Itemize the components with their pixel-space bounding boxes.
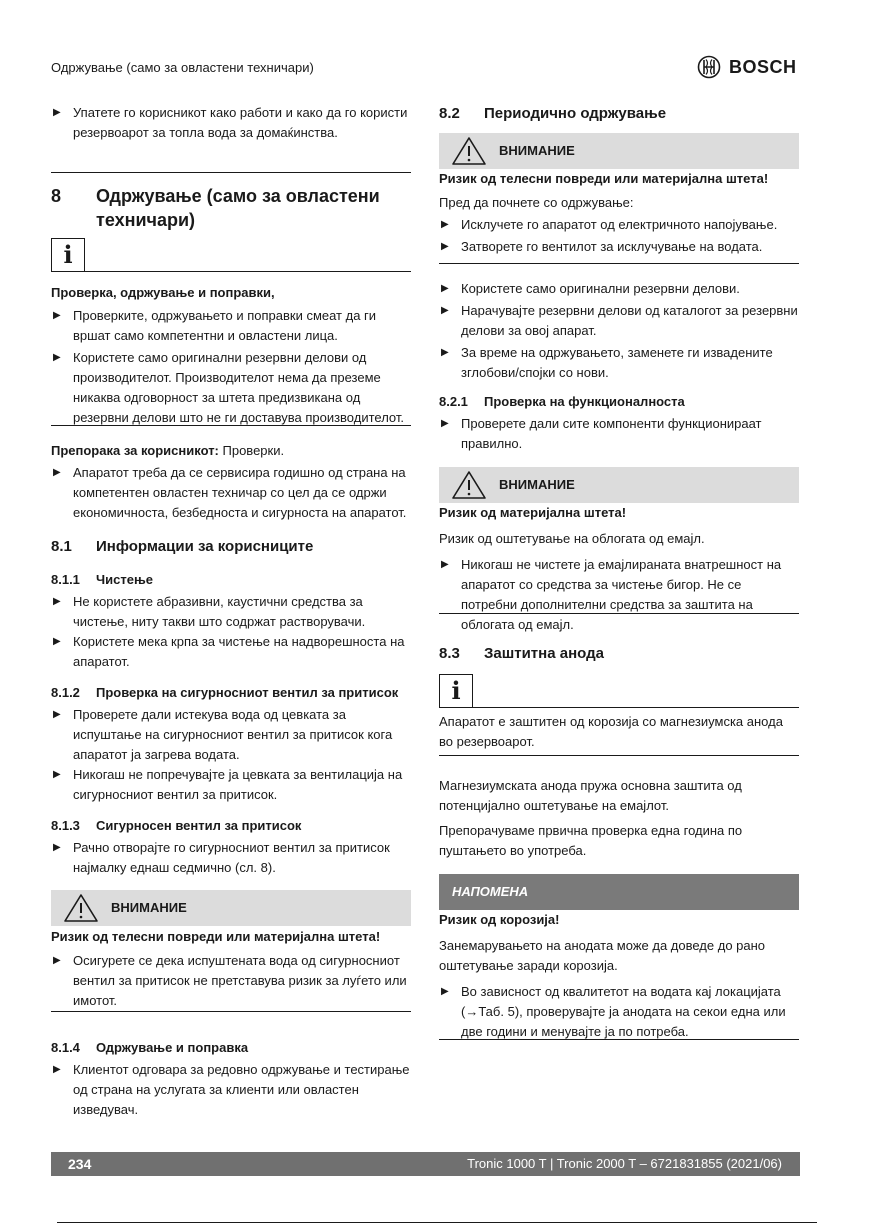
list-item: ▶ Користете само оригинални резервни делови од производителот. Производителот нема да преземе никаква одговорност за штета предизвикана од резервни делови што не ги доставува производителот.: [51, 348, 411, 428]
warning-box-2: [439, 467, 799, 635]
section-title: Одржување (само за овластени техничари): [96, 186, 380, 230]
info-text: Апаратот е заштитен од корозија со магнезиумска анода во резервоарот.: [439, 714, 783, 749]
bosch-logo: [697, 55, 797, 79]
list-item: ▶ Користете само оригинални резервни делови.: [439, 279, 799, 299]
section-8-heading: [51, 184, 411, 232]
warning-triangle-icon: [451, 470, 487, 500]
bottom-rule: [57, 1222, 817, 1223]
info-2-content: [439, 712, 799, 752]
section-8-1-1: 8.1.1 Чистење ▶ Не користете абразивни, каустични средства за чистење, ниту такви што содржат растворувачи. ▶ Користете мека крпа за чистење на надворешноста на апаратот.: [51, 570, 411, 672]
warning-box-left: [51, 890, 411, 1011]
warning-label: ВНИМАНИЕ: [499, 143, 575, 158]
info-heading: Проверка, одржување и поправки,: [51, 285, 275, 300]
list-item: ▶ Проверете дали сите компоненти функционираат правилно.: [439, 414, 799, 454]
warning-box-1: [439, 133, 799, 257]
divider: [439, 613, 799, 614]
list-item: ▶ Клиентот одговара за редовно одржување и тестирање од страна на услугата за клиенти или овластен изведувач.: [51, 1060, 411, 1120]
divider: [51, 1011, 411, 1012]
list-item: ▶ За време на одржувањето, заменете ги извадените зглобови/спојки со нови.: [439, 343, 799, 383]
list-item: ▶ Исклучете го апаратот од електричното напојување.: [439, 215, 799, 235]
recommendation: [51, 441, 411, 523]
section-8-1-4: 8.1.4 Одржување и поправка ▶ Клиентот одговара за редовно одржување и тестирање од страна на услугата за клиенти или овластен изведувач.: [51, 1038, 411, 1120]
anode-paragraph-2: Препорачуваме првична проверка една година по пуштањето во употреба.: [439, 823, 743, 858]
section-8-3-heading: 8.3 Заштитна анода: [439, 645, 604, 662]
info-1-content: [51, 283, 411, 428]
info-box-1: [51, 238, 411, 272]
list-item: ▶ Користете мека крпа за чистење на надворешноста на апаратот.: [51, 632, 411, 672]
list-item: ▶ Не користете абразивни, каустични средства за чистење, ниту такви што содржат растворувачи.: [51, 592, 411, 632]
note-heading: Ризик од корозија!: [439, 912, 560, 927]
info-box-2: [439, 674, 799, 708]
list-item: ▶ Во зависност од квалитетот на водата кај локацијата (→Таб. 5), проверувајте ја анодата на секои една или две години и менувајте ја по потреба.: [439, 982, 799, 1042]
note-label: НАПОМЕНА: [439, 874, 799, 910]
bosch-armature-icon: [697, 55, 721, 79]
list-item: ▶ Никогаш не чистете ја емајлираната внатрешност на апаратот со средства за чистење бигор. Не се потребни дополнителни средства за заштита на облогата од емајл.: [439, 555, 799, 635]
list-item: ▶ Апаратот треба да се сервисира годишно од страна на компетентен овластен техничар со цел да се одржи економичноста, безбедноста и сигурноста на апаратот.: [51, 463, 411, 523]
divider: [51, 425, 411, 426]
divider: [51, 172, 411, 173]
brand-name: BOSCH: [729, 57, 797, 77]
maintenance-bullets: [439, 279, 799, 383]
divider: [439, 263, 799, 264]
warning-intro: Ризик од оштетување на облогата од емајл.: [439, 531, 705, 546]
intro-bullet: ▶ Упатете го корисникот како работи и како да го користи резервоарот за топла вода за домаќинства.: [51, 103, 411, 143]
section-8-1-2: 8.1.2 Проверка на сигурносниот вентил за притисок ▶ Проверете дали истекува вода од цевката за испуштање на сигурносниот вентил за притисок кога апаратот ја загрева водата. ▶ Никогаш не попречувајте ја цевката за вентилација на сигурносниот вентил за притисок.: [51, 683, 411, 805]
recommend-label: Препорака за корисникот:: [51, 443, 219, 458]
info-icon: i: [51, 238, 85, 272]
warning-triangle-icon: [451, 136, 487, 166]
list-item: ▶ Рачно отворајте го сигурносниот вентил за притисок најмалку еднаш седмично (сл. 8).: [51, 838, 411, 878]
section-8-1-heading: 8.1 Информации за корисниците: [51, 538, 314, 555]
list-item: ▶ Проверете дали истекува вода од цевката за испуштање на сигурносниот вентил за притисок кога апаратот ја загрева водата.: [51, 705, 411, 765]
info-icon: i: [439, 674, 473, 708]
divider: [439, 755, 799, 756]
running-header: Одржување (само за овластени техничари): [51, 60, 314, 75]
recommend-text: Проверки.: [218, 443, 285, 458]
warning-heading: Ризик од телесни повреди или материјална штета!: [51, 929, 381, 944]
footer-bar: [51, 1152, 800, 1176]
list-item: ▶ Никогаш не попречувајте ја цевката за вентилација на сигурносниот вентил за притисок.: [51, 765, 411, 805]
warning-triangle-icon: [63, 893, 99, 923]
warning-heading: Ризик од материјална штета!: [439, 505, 627, 520]
anode-paragraph-1: Магнезиумската анода пружа основна заштита од потенцијално оштетување на емајлот.: [439, 778, 742, 813]
section-8-2-heading: 8.2 Периодично одржување: [439, 105, 667, 122]
section-8-1-3: 8.1.3 Сигурносен вентил за притисок ▶ Рачно отворајте го сигурносниот вентил за притисок најмалку еднаш седмично (сл. 8).: [51, 816, 411, 878]
list-item: ▶ Затворете го вентилот за исклучување на водата.: [439, 237, 799, 257]
divider: [439, 1039, 799, 1040]
document-id: Tronic 1000 T | Tronic 2000 T – 6721831855 (2021/06): [467, 1156, 782, 1171]
list-item: ▶ Проверките, одржувањето и поправки смеат да ги вршат само компетентни и овластени лица.: [51, 306, 411, 346]
section-number: 8: [51, 186, 62, 206]
list-item: ▶ Осигурете се дека испуштената вода од сигурносниот вентил за притисок не претставува ризик за луѓето или имотот.: [51, 951, 411, 1011]
warning-label: ВНИМАНИЕ: [499, 477, 575, 492]
note-intro: Занемарувањето на анодата може да доведе до рано оштетување заради корозија.: [439, 938, 766, 973]
section-8-2-1: 8.2.1 Проверка на функционалноста ▶ Проверете дали сите компоненти функционираат правилно.: [439, 392, 799, 454]
warning-intro: Пред да почнете со одржување:: [439, 195, 634, 210]
list-item: ▶ Нарачувајте резервни делови од каталогот за резервни делови за овој апарат.: [439, 301, 799, 341]
warning-heading: Ризик од телесни повреди или материјална штета!: [439, 171, 769, 186]
page-number: 234: [68, 1156, 92, 1172]
note-box: [439, 874, 799, 1042]
warning-label: ВНИМАНИЕ: [111, 900, 187, 915]
